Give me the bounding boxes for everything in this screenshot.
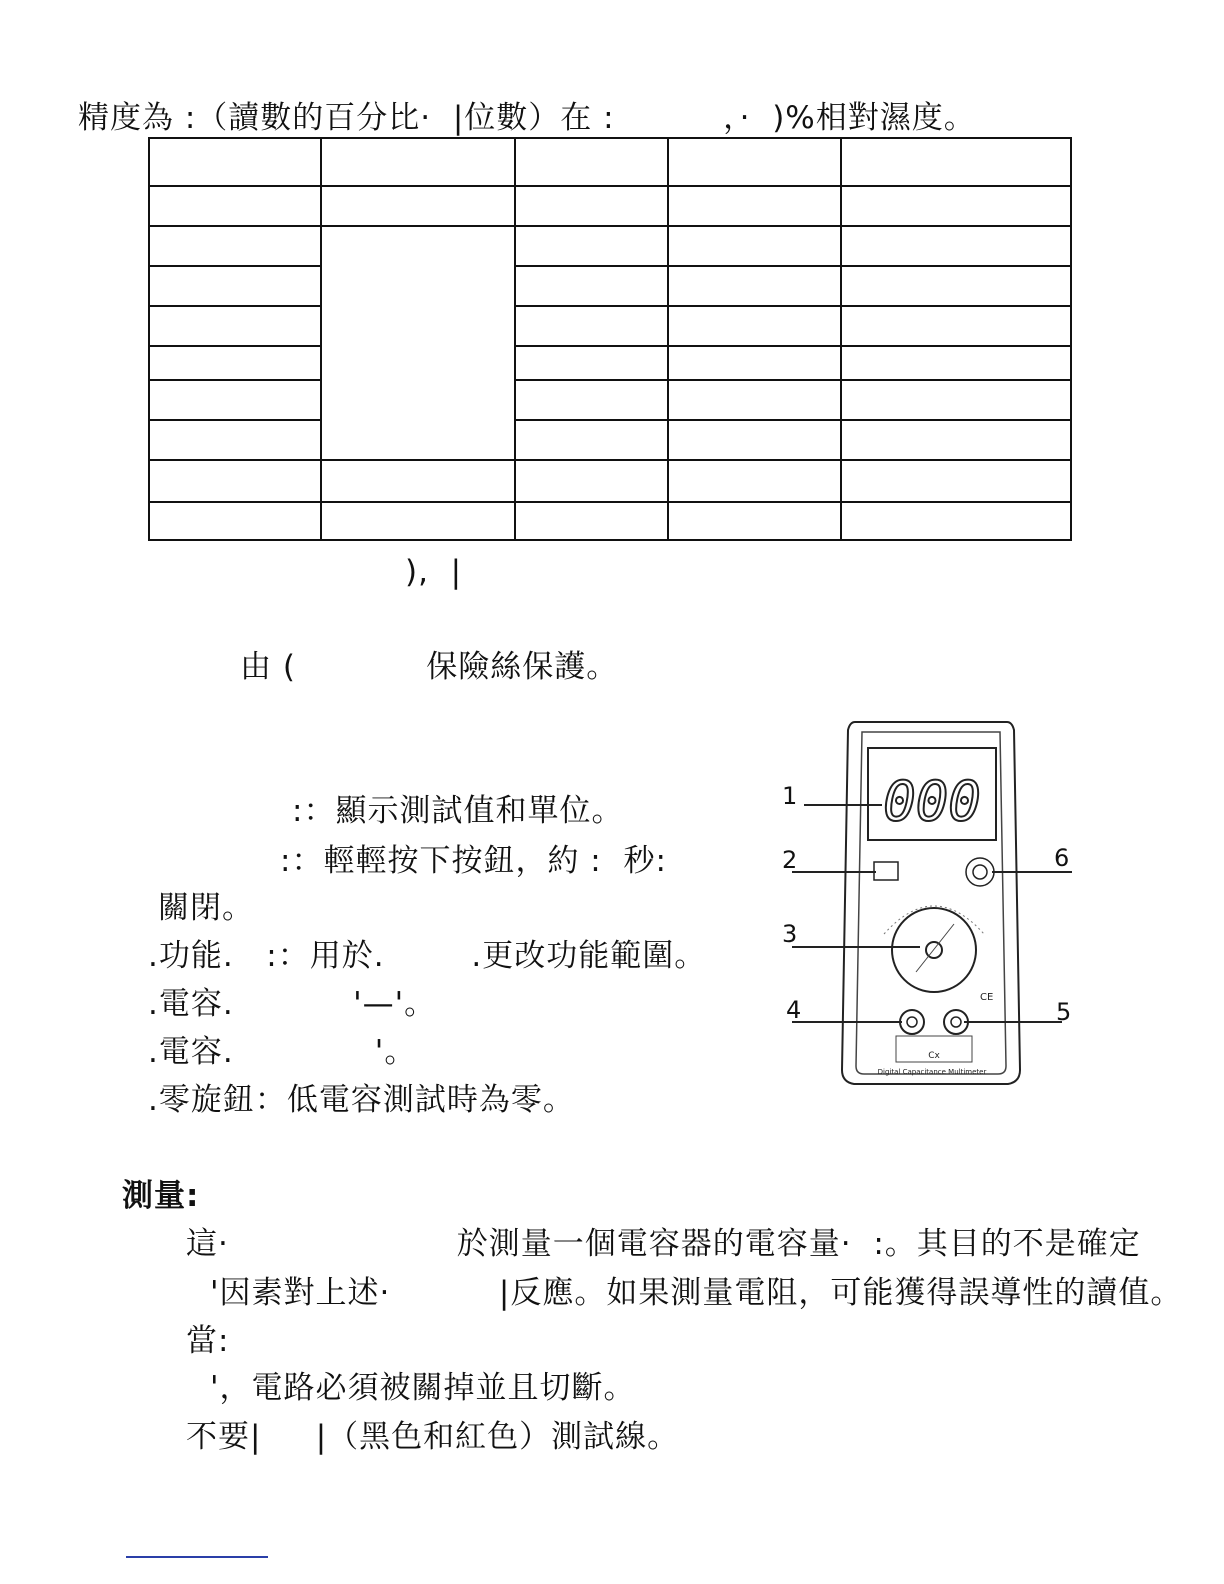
component-line-6: .電容. '。	[148, 1034, 417, 1070]
body-line-5: 不要| |（黑色和紅色）測試線。	[186, 1419, 680, 1455]
component-line-7: .零旋鈕：低電容測試時為零。	[148, 1082, 575, 1118]
table-cell	[149, 346, 321, 380]
table-cell	[321, 186, 515, 226]
table-cell	[841, 306, 1071, 346]
table-cell	[149, 226, 321, 266]
table-cell	[149, 306, 321, 346]
table-cell	[668, 380, 841, 420]
ce-mark: CE	[980, 992, 994, 1003]
fuse-line: 由 ( 保險絲保護。	[240, 649, 619, 685]
table-cell	[668, 460, 841, 502]
table-cell	[668, 266, 841, 306]
input-jack-left	[900, 1010, 924, 1034]
table-cell	[515, 380, 668, 420]
table-cell	[515, 420, 668, 460]
table-note: ), |	[405, 554, 463, 590]
table-cell	[668, 138, 841, 186]
zero-adjust-knob-inner	[973, 865, 987, 879]
table-cell	[668, 346, 841, 380]
table-cell	[149, 380, 321, 420]
table-cell	[321, 502, 515, 540]
table-cell	[841, 502, 1071, 540]
table-cell	[841, 346, 1071, 380]
table-cell	[841, 138, 1071, 186]
component-line-4: .功能. :：用於. .更改功能範圍。	[148, 938, 707, 974]
table-cell	[841, 226, 1071, 266]
callout-3: 3	[782, 920, 798, 948]
callout-6: 6	[1054, 844, 1070, 872]
table-cell	[841, 266, 1071, 306]
table-cell	[515, 502, 668, 540]
table-cell	[841, 186, 1071, 226]
input-label: Cx	[928, 1051, 940, 1061]
multimeter-diagram	[770, 710, 1090, 1100]
callout-5: 5	[1056, 998, 1072, 1026]
table-cell	[668, 306, 841, 346]
table-cell	[515, 346, 668, 380]
table-cell-merged	[321, 226, 515, 460]
body-line-2: '因素對上述· |反應。如果測量電阻，可能獲得誤導性的讀值。	[210, 1275, 1183, 1311]
callout-1: 1	[782, 782, 798, 810]
body-line-4: '，電路必須被關掉並且切斷。	[210, 1370, 636, 1406]
component-line-5: .電容. '—'。	[148, 986, 437, 1022]
component-line-1: :：顯示測試值和單位。	[292, 793, 624, 829]
table-cell	[321, 138, 515, 186]
table-cell	[668, 186, 841, 226]
input-jack-left-inner	[907, 1017, 917, 1027]
meter-bottom-label: Digital Capacitance Multimeter	[877, 1068, 987, 1076]
table-cell	[668, 502, 841, 540]
table-cell	[668, 420, 841, 460]
callout-2: 2	[782, 846, 798, 874]
function-dial-pointer	[916, 924, 954, 972]
footer-rule	[126, 1556, 268, 1558]
table-cell	[515, 226, 668, 266]
callout-4: 4	[786, 996, 802, 1024]
input-jack-right-inner	[951, 1017, 961, 1027]
table-cell	[515, 460, 668, 502]
table-cell	[515, 186, 668, 226]
table-cell	[515, 266, 668, 306]
table-cell	[841, 380, 1071, 420]
table-cell	[841, 420, 1071, 460]
meter-display-value: 000	[883, 770, 981, 833]
section-title: 測量:	[122, 1178, 200, 1214]
table-cell	[515, 306, 668, 346]
table-cell	[149, 266, 321, 306]
table-cell	[149, 460, 321, 502]
component-line-2: :：輕輕按下按鈕，約 : 秒:	[280, 843, 667, 879]
header-line: 精度為 :（讀數的百分比· |位數）在 : ，· )%相對濕度。	[78, 100, 976, 136]
component-line-3: 關閉。	[158, 890, 254, 926]
power-button	[874, 862, 898, 880]
dial-scale-arc	[884, 906, 984, 934]
table-cell	[149, 186, 321, 226]
table-cell	[149, 138, 321, 186]
table-cell	[841, 460, 1071, 502]
table-cell	[515, 138, 668, 186]
table-cell	[668, 226, 841, 266]
spec-table	[148, 137, 1072, 541]
body-line-1: 這· 於測量一個電容器的電容量· :。其目的不是確定	[186, 1226, 1141, 1262]
table-cell	[149, 502, 321, 540]
zero-adjust-knob	[966, 858, 994, 886]
table-cell	[149, 420, 321, 460]
body-line-3: 當:	[186, 1323, 230, 1359]
table-cell	[321, 460, 515, 502]
